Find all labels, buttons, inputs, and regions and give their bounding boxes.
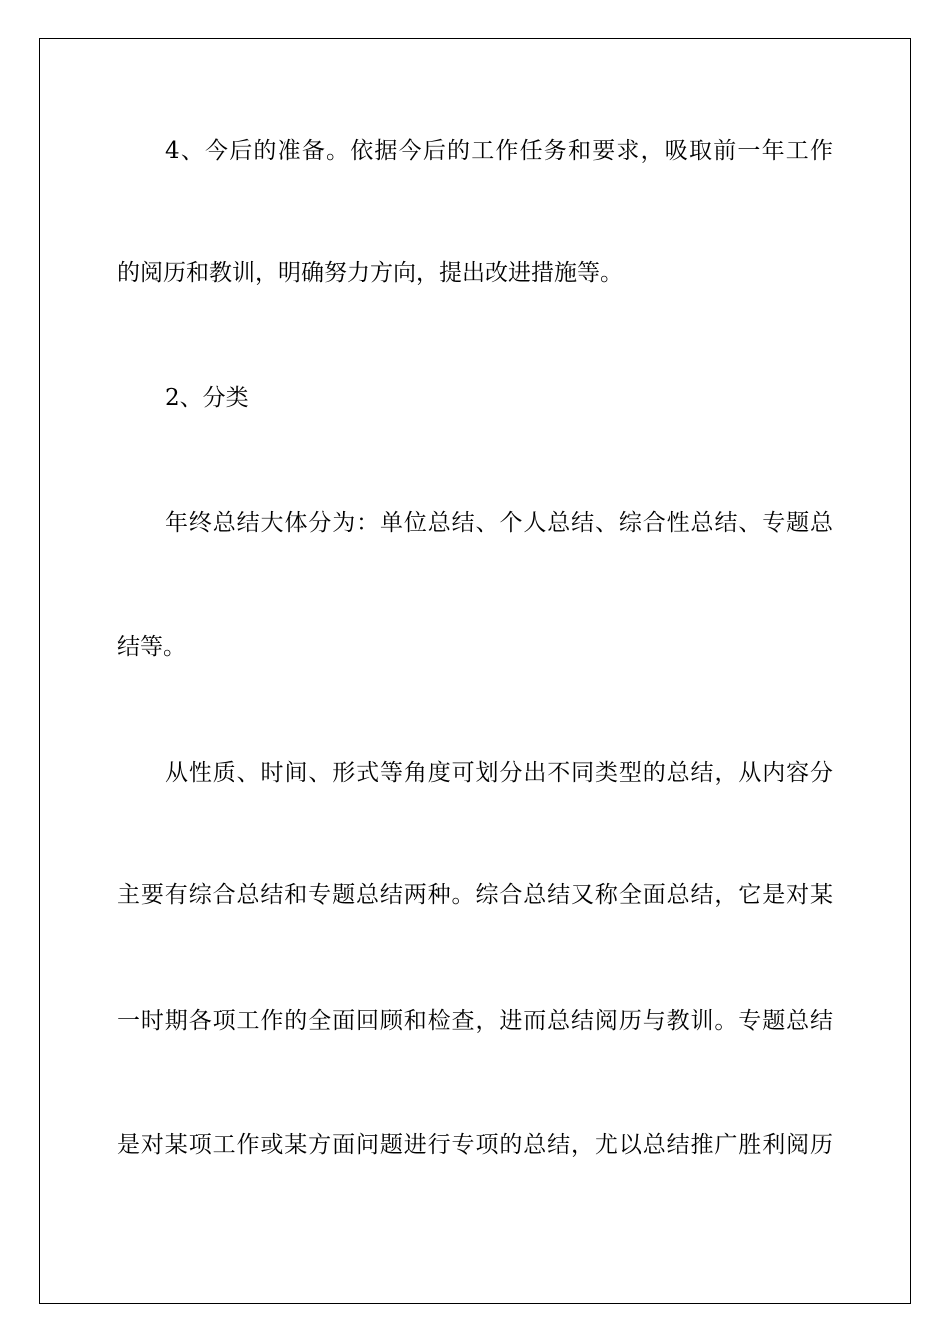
paragraph-line: 年终总结大体分为：单位总结、个人总结、综合性总结、专题总	[165, 510, 833, 536]
paragraph-line: 从性质、时间、形式等角度可划分出不同类型的总结，从内容分	[165, 760, 833, 786]
page-border	[39, 38, 911, 1304]
paragraph-line: 4、今后的准备。依据今后的工作任务和要求，吸取前一年工作	[165, 138, 833, 164]
paragraph-line: 结等。	[117, 634, 186, 660]
section-heading: 2、分类	[165, 385, 249, 411]
paragraph-line: 一时期各项工作的全面回顾和检查，进而总结阅历与教训。专题总结	[117, 1008, 833, 1034]
paragraph-line: 是对某项工作或某方面问题进行专项的总结，尤以总结推广胜利阅历	[117, 1132, 833, 1158]
paragraph-line: 的阅历和教训，明确努力方向，提出改进措施等。	[117, 260, 623, 286]
paragraph-line: 主要有综合总结和专题总结两种。综合总结又称全面总结，它是对某	[117, 882, 833, 908]
